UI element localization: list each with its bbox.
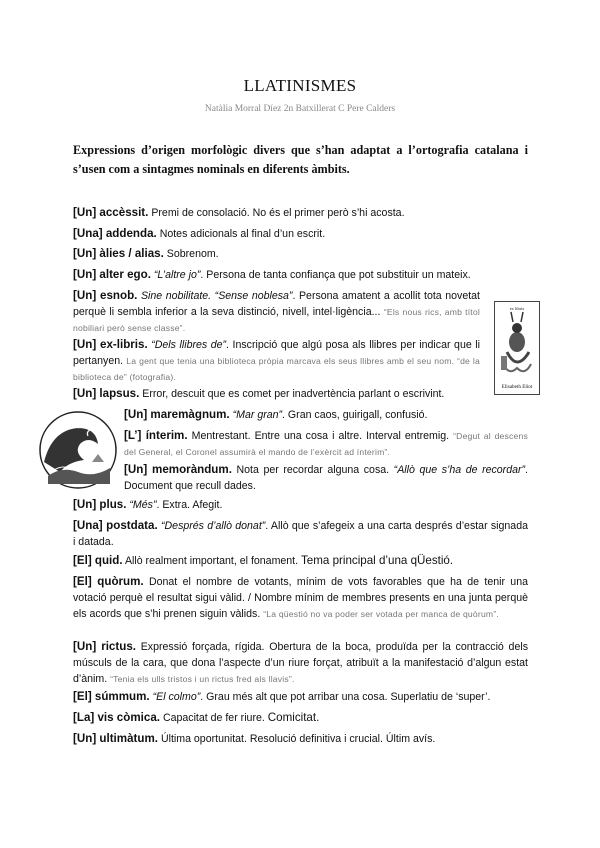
quote: “Més” xyxy=(126,499,157,511)
example-note: La gent que tenia una biblioteca pròpia marcava els seus llibres amb el seu nom. “de la biblioteca de” (fotografia). xyxy=(73,356,480,382)
author-line: Natàlia Morral Díez 2n Batxillerat C Pere Calders xyxy=(204,104,396,114)
entry-esnob xyxy=(73,288,480,336)
definition: Notes adicionals al final d’un escrit. xyxy=(156,228,326,240)
entry-quorum xyxy=(73,574,528,622)
entry-quid xyxy=(73,553,528,569)
quote: “El colmo” xyxy=(149,691,201,703)
intro-paragraph: Expressions d’origen morfològic divers que s’han adaptat a l’ortografia catalana i s’usen com a sintagmes nominals en diferents àmbits. xyxy=(73,143,528,176)
term: [Una] postdata. xyxy=(73,519,158,532)
definition: Sobrenom. xyxy=(163,248,219,260)
bookplate-illustration xyxy=(495,302,539,394)
definition: Mentrestant. Entre una cosa i altre. Interval entremig. xyxy=(187,430,454,442)
quote: “L’altre jo” xyxy=(150,269,201,281)
definition: Premi de consolació. No és el primer però s’hi acosta. xyxy=(148,207,405,219)
ex-libris-image xyxy=(494,301,540,395)
term: [Un] esnob. xyxy=(73,289,138,302)
term: [Un] alter ego. xyxy=(73,268,151,281)
term: [Una] addenda. xyxy=(73,227,157,240)
quote: “Mar gran” xyxy=(229,409,283,421)
entry-addenda xyxy=(73,226,528,242)
term: [Un] ultimàtum. xyxy=(73,732,159,745)
entry-accessit xyxy=(73,205,528,221)
example-note: “Els nous rics, amb títol nobiliari però sense classe”. xyxy=(73,307,480,333)
definition: Última oportunitat. xyxy=(158,733,250,745)
bookplate-top-label: ex libris xyxy=(509,306,525,311)
term: [Un] plus. xyxy=(73,498,127,511)
entry-postdata xyxy=(73,518,528,550)
term: [La] vis còmica. xyxy=(73,711,160,724)
term: [El] quid. xyxy=(73,554,123,567)
definition: Error, descuit que es comet per inadvertència parlant o escrivint. xyxy=(139,388,445,400)
definition: . Persona amatent a acollit tota novetat perquè li sembla inferior a la seva distinció, nivell, intel·ligència... xyxy=(73,290,480,318)
entry-ex-libris xyxy=(73,337,480,385)
definition-extra: Tema principal d’una qÜestió. xyxy=(301,554,454,567)
entry-memorandum xyxy=(124,462,528,494)
entry-vis-comica xyxy=(73,710,528,726)
entry-lapsus xyxy=(73,386,493,402)
definition: . Allò que s’afegeix a una carta després d’estar signada i datada. xyxy=(73,520,528,548)
term: [Un] lapsus. xyxy=(73,387,140,400)
entry-alies xyxy=(73,246,528,262)
quote: Sine nobilitate. “Sense noblesa” xyxy=(137,290,293,302)
term: [Un] maremàgnum. xyxy=(124,408,230,421)
definition: . Extra. Afegit. xyxy=(156,499,223,511)
definition: Allò realment important, el fonament. xyxy=(122,555,302,567)
quote: “Després d’allò donat” xyxy=(157,520,266,532)
entry-ultimatum xyxy=(73,731,528,747)
bookplate-name: Elisabeth Eliot xyxy=(501,384,533,390)
definition: . Inscripció que algú posa als llibres per indicar que li pertanyen. xyxy=(73,339,480,367)
definition-extra: Resolució definitiva i crucial. Últim avís. xyxy=(249,733,436,745)
term: [El] quòrum. xyxy=(73,575,144,588)
definition-cont: . Document que recull dades. xyxy=(124,464,528,492)
definition: Donat el nombre de votants, mínim de vots favorables que ha de tenir una votació perquè el resultat sigui vàlid. / Nombre mínim de membres presents en una junta perquè els acords que s’hi prenen siguin vàlids. xyxy=(73,576,528,620)
definition: . Persona de tanta confiança que pot substituir un mateix. xyxy=(200,269,471,281)
definition: . Gran caos, guirigall, confusió. xyxy=(282,409,428,421)
definition: Capacitat de fer riure. xyxy=(160,712,268,724)
term: [Un] memoràndum. xyxy=(124,463,232,476)
term: [Un] rictus. xyxy=(73,640,136,653)
entry-maremagnum xyxy=(124,407,528,423)
definition: Nota per recordar alguna cosa. xyxy=(231,464,394,476)
example-note: “La qüestió no va poder ser votada per manca de quòrum”. xyxy=(263,609,499,619)
entry-plus xyxy=(73,497,528,513)
quote: “Dels llibres de” xyxy=(147,339,227,351)
quote: “Allò que s’ha de recordar” xyxy=(393,464,526,476)
term: [El] súmmum. xyxy=(73,690,150,703)
great-wave-image xyxy=(38,410,118,490)
definition: Expressió forçada, rígida. Obertura de la boca, produïda per la contracció dels músculs de la cara, que dona l’aspecte d’un riure forçat, atribuït a la manifestació d’algun estat d’ànim. xyxy=(73,641,528,685)
entry-interim xyxy=(124,428,528,460)
term: [L’] ínterim. xyxy=(124,429,188,442)
page-title: LLATINISMES xyxy=(243,76,357,95)
entry-rictus xyxy=(73,639,528,687)
entry-alter-ego xyxy=(73,267,528,283)
example-note: “Tenia els ulls tristos i un rictus fred als llavis”. xyxy=(110,674,295,684)
entry-summum xyxy=(73,689,528,705)
term: [Un] ex-libris. xyxy=(73,338,148,351)
definition-extra: Comicitat. xyxy=(267,711,320,724)
definition: . Grau més alt que pot arribar una cosa. Superlatiu de ‘super’. xyxy=(200,691,491,703)
wave-illustration xyxy=(38,410,118,490)
term: [Un] accèssit. xyxy=(73,206,149,219)
term: [Un] àlies / alias. xyxy=(73,247,164,260)
example-note: “Degut al descens del General, el Coronel assumirà el mando de l’exèrcit ad ínterim”. xyxy=(124,431,528,457)
